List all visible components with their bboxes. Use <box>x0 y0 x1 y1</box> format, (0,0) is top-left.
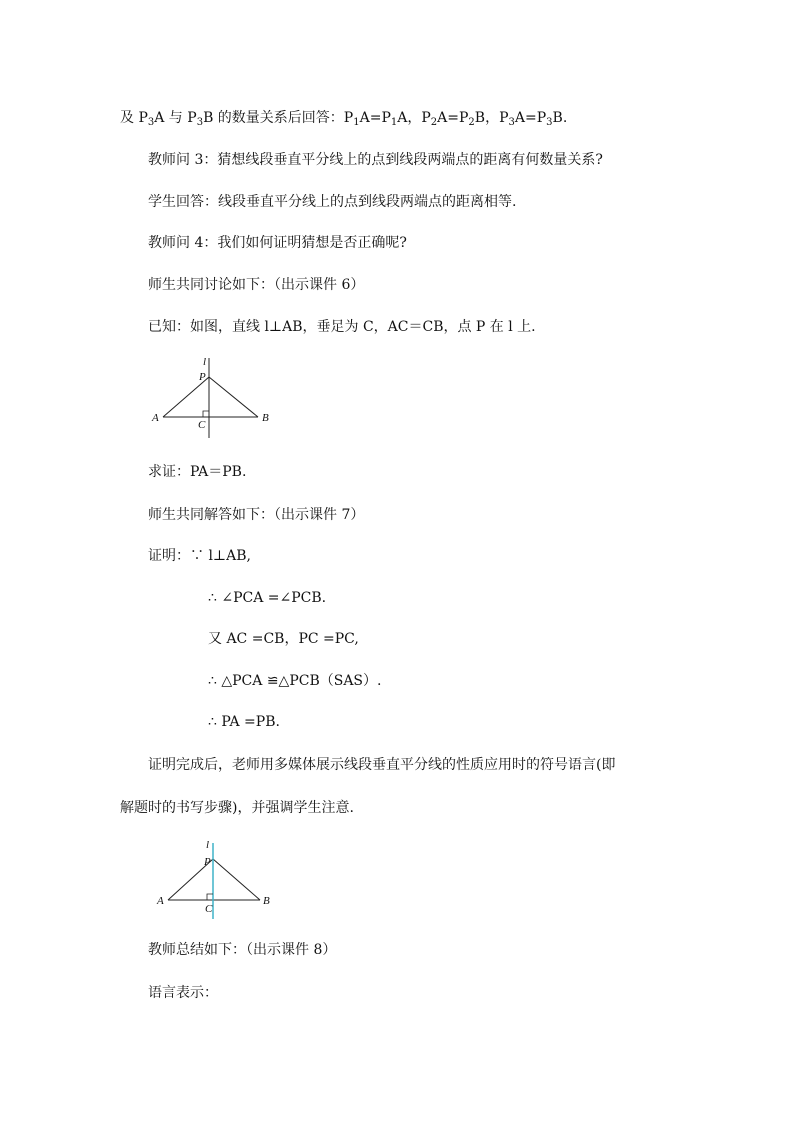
label-p: P <box>204 856 211 868</box>
language-expression: 语言表示： <box>148 985 218 1001</box>
text-segment: 及 P <box>120 110 148 126</box>
subscript: 3 <box>147 117 155 128</box>
label-l: l <box>206 839 210 851</box>
after-proof-line-1: 证明完成后，老师用多媒体展示线段垂直平分线的性质应用时的符号语言(即 <box>148 757 616 773</box>
proof-step-2: ∴ ∠PCA =∠PCB. <box>208 590 327 606</box>
segment-pb <box>209 377 258 417</box>
discussion-intro: 师生共同讨论如下：（出示课件 6） <box>148 277 365 293</box>
teacher-question-3: 教师问 3：猜想线段垂直平分线上的点到线段两端点的距离有何数量关系? <box>148 152 603 168</box>
figure-perpendicular-bisector-1 <box>148 350 288 440</box>
subscript: 3 <box>508 117 515 128</box>
text-segment: B 的数量关系后回答：P <box>203 110 354 126</box>
label-p: P <box>199 371 206 383</box>
after-proof-line-2: 解题时的书写步骤)，并强调学生注意. <box>120 800 354 816</box>
proof-step-1: 证明：∵ l⊥AB, <box>148 548 251 564</box>
subscript: 3 <box>196 117 204 128</box>
label-c: C <box>205 903 213 915</box>
figure-perpendicular-bisector-2 <box>150 835 280 925</box>
text-segment: B，P <box>474 110 509 126</box>
label-l: l <box>203 356 207 368</box>
solve-intro: 师生共同解答如下：（出示课件 7） <box>148 507 365 523</box>
segment-pa <box>163 377 209 417</box>
subscript: 1 <box>353 117 360 128</box>
proof-step-4: ∴ △PCA ≌△PCB（SAS）. <box>208 673 382 689</box>
text-segment: A 与 P <box>154 110 197 126</box>
label-b: B <box>262 412 269 424</box>
prove-statement: 求证：PA＝PB. <box>148 464 247 480</box>
subscript: 2 <box>430 117 438 128</box>
label-b: B <box>263 895 270 907</box>
text-segment: A=P <box>514 110 547 126</box>
right-angle-mark <box>203 411 209 417</box>
text-segment: A=P <box>437 110 469 126</box>
label-a: A <box>152 412 159 424</box>
right-angle-mark <box>207 894 213 900</box>
given-statement: 已知：如图，直线 l⊥AB，垂足为 C，AC＝CB，点 P 在 l 上. <box>148 319 536 335</box>
label-c: C <box>198 419 206 431</box>
subscript: 2 <box>468 117 475 128</box>
student-answer: 学生回答：线段垂直平分线上的点到线段两端点的距离相等. <box>148 194 517 210</box>
text-segment: A，P <box>397 110 431 126</box>
subscript: 1 <box>390 117 398 128</box>
teacher-question-4: 教师问 4：我们如何证明猜想是否正确呢? <box>148 235 407 251</box>
proof-step-3: 又 AC =CB，PC =PC, <box>208 631 359 647</box>
teacher-summary: 教师总结如下：（出示课件 8） <box>148 942 337 958</box>
subscript: 3 <box>546 117 553 128</box>
label-a: A <box>157 895 164 907</box>
text-line-p-relations <box>120 108 567 133</box>
text-segment: B. <box>552 110 568 126</box>
text-segment: A=P <box>359 110 391 126</box>
proof-step-5: ∴ PA =PB. <box>208 714 280 730</box>
segment-pb <box>213 859 260 900</box>
